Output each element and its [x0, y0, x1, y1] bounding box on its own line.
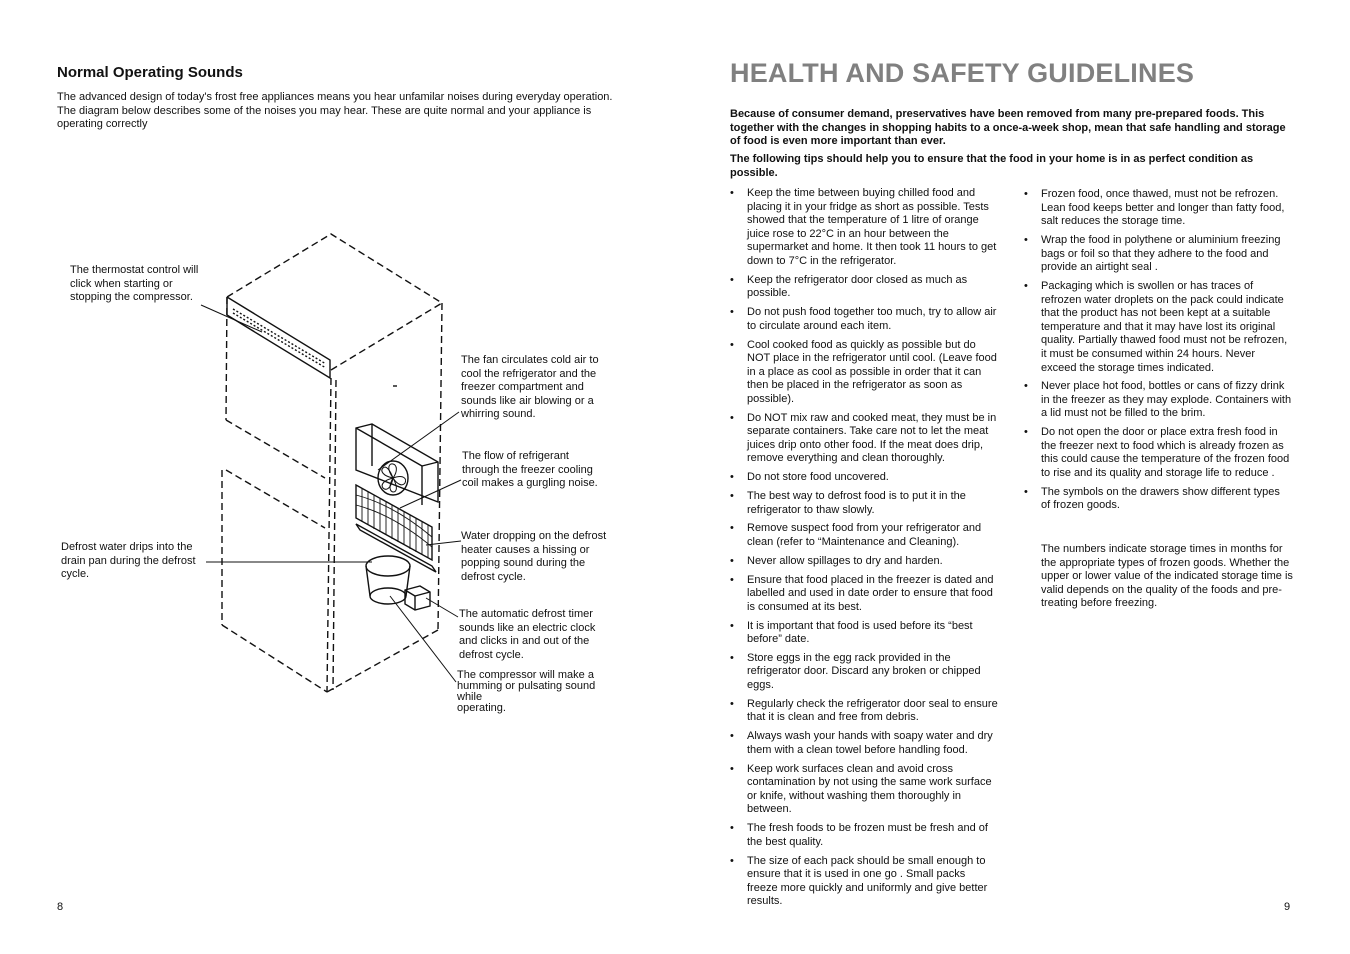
bullet-icon: •	[730, 651, 734, 664]
list-item-text: Remove suspect food from your refrigerator and clean (refer to “Maintenance and Cleaning).	[747, 522, 982, 548]
list-item	[730, 763, 998, 817]
list-item-text: The size of each pack should be small enough to ensure that it is used in one go . Small packs freeze more quickly and uniformly and give better results.	[747, 854, 988, 908]
right-page-title: HEALTH AND SAFETY GUIDELINES	[730, 58, 1195, 88]
storage-times-note: The numbers indicate storage times in months for the appropriate types of frozen goods. Whether the upper or lower value of the indicated storage time is valid depends on the quality of the foods and pre-treating before freezing.	[1041, 543, 1293, 610]
bullet-icon: •	[730, 554, 734, 567]
callout-defrost-timer: The automatic defrost timer sounds like an electric clock and clicks in and out of the defrost cycle.	[459, 608, 596, 661]
list-item	[730, 274, 998, 301]
bullet-icon: •	[730, 306, 734, 319]
list-item-text: Frozen food, once thawed, must not be refrozen. Lean food keeps better and longer than fatty food, salt reduces the storage time.	[1041, 188, 1285, 228]
list-item	[730, 620, 998, 647]
callout-thermostat: The thermostat control will click when starting or stopping the compressor.	[70, 264, 199, 304]
callout-defrost-water: Defrost water drips into the drain pan during the defrost cycle.	[61, 541, 196, 581]
list-item	[1024, 486, 1292, 513]
list-item-text: Keep the refrigerator door closed as much as possible.	[747, 273, 968, 300]
list-item	[730, 471, 998, 485]
list-item-text: Keep the time between buying chilled food and placing it in your fridge as short as possible. Tests showed that the temperature of 1 litre of orange juice rose to 22°C in an hour between the supermarket and home. It then took 11 hours to get down to 7°C in the refrigerator.	[747, 187, 997, 267]
page-number-right: 9	[1284, 901, 1291, 913]
list-item-text: Wrap the food in polythene or aluminium freezing bags or foil so that they adhere to the food and provide an airtight seal .	[1041, 233, 1281, 274]
bullet-icon: •	[730, 471, 734, 484]
list-item-text: It is important that food is used before its “best before” date.	[747, 619, 973, 646]
list-item-text: Do not push food together too much, try to allow air to circulate around each item.	[747, 306, 997, 332]
list-item	[730, 855, 998, 909]
list-item-text: Regularly check the refrigerator door seal to ensure that it is clean and free from debris.	[747, 697, 998, 724]
bullet-icon: •	[730, 273, 734, 286]
bullet-icon: •	[1024, 380, 1028, 393]
list-item	[730, 822, 998, 849]
bullet-icon: •	[730, 762, 734, 775]
list-item-text: Always wash your hands with soapy water and dry them with a clean towel before handling food.	[747, 730, 993, 756]
list-item-text: Never allow spillages to dry and harden.	[747, 554, 943, 567]
list-item	[730, 522, 998, 549]
list-item-text: Do not store food uncovered.	[747, 471, 889, 484]
list-item	[730, 412, 998, 466]
bullet-icon: •	[730, 573, 734, 586]
bullet-icon: •	[730, 187, 734, 199]
bullet-icon: •	[1024, 188, 1028, 200]
list-item-text: Do not open the door or place extra fresh food in the freezer next to food which is already frozen as this could cause the temperature of the frozen food to rise and its quality and storage life to reduce .	[1041, 426, 1290, 480]
bullet-icon: •	[730, 490, 734, 502]
bullet-icon: •	[730, 697, 734, 710]
bullet-icon: •	[730, 730, 734, 743]
list-item-text: The symbols on the drawers show different types of frozen goods.	[1041, 485, 1280, 512]
bullet-icon: •	[730, 822, 734, 835]
intro-paragraph-1: Because of consumer demand, preservatives have been removed from many pre-prepared foods. This together with the changes in shopping habits to a once-a-week shop, mean that safe handling and storage of food is even more important than ever.	[730, 108, 1286, 147]
list-item	[730, 574, 998, 615]
list-item-text: The fresh foods to be frozen must be fresh and of the best quality.	[747, 822, 988, 848]
bullet-icon: •	[730, 854, 734, 867]
callout-fan: The fan circulates cold air to cool the refrigerator and the freezer compartment and sounds like air blowing or a whirring sound.	[461, 354, 599, 421]
list-item-text: The best way to defrost food is to put it in the refrigerator to thaw slowly.	[747, 490, 966, 516]
list-item	[730, 555, 998, 569]
list-item	[730, 339, 998, 407]
page-number-left: 8	[57, 901, 64, 913]
list-item-text: Packaging which is swollen or has traces of refrozen water droplets on the pack could indicate that the product has not been kept at a suitable temperature and that it may have lost its original quality. Partially thawed food must not be refrozen, it must be consumed within 24 hours. Never exceed the storage times indicated.	[1041, 279, 1288, 374]
list-item	[1024, 234, 1292, 275]
list-item	[730, 490, 998, 517]
bullet-icon: •	[1024, 485, 1028, 498]
list-item-text: Keep work surfaces clean and avoid cross contamination by not using the same work surface or knife, without washing them thoroughly in between.	[747, 762, 992, 816]
list-item	[1024, 188, 1292, 229]
list-item-text: Ensure that food placed in the freezer is dated and labelled and used in date order to ensure that food is consumed at its best.	[747, 573, 994, 613]
bullet-icon: •	[730, 619, 734, 632]
callout-refrigerant: The flow of refrigerant through the freezer cooling coil makes a gurgling noise.	[462, 450, 598, 490]
bullet-icon: •	[730, 522, 734, 535]
list-item-text: Do NOT mix raw and cooked meat, they must be in separate containers. Take care not to let the meat juices drip onto other food. If the meat does drip, remove everything and clean thoroughly.	[747, 411, 997, 465]
list-item	[730, 306, 998, 333]
bullet-icon: •	[1024, 279, 1028, 292]
intro-paragraph-2: The following tips should help you to ensure that the food in your home is in as perfect condition as possible.	[730, 153, 1254, 179]
list-item	[1024, 280, 1292, 375]
list-item-text: Never place hot food, bottles or cans of fizzy drink in the freezer as they may explode. Containers with a lid must not be filled to the brim.	[1041, 380, 1292, 420]
bullet-icon: •	[1024, 426, 1028, 439]
callout-water-dropping: Water dropping on the defrost heater causes a hissing or popping sound during the defrost cycle.	[461, 530, 607, 583]
bullet-icon: •	[1024, 233, 1028, 246]
list-item	[1024, 380, 1292, 421]
left-page-title: Normal Operating Sounds	[57, 64, 243, 81]
tips-list-left	[730, 187, 998, 914]
bullet-icon: •	[730, 338, 734, 351]
list-item-text: Cool cooked food as quickly as possible but do NOT place in the refrigerator until cool. (Leave food in a place as cool as possible in order that it can then be placed in the refrigerator as soon as possible).	[747, 338, 997, 405]
list-item	[730, 652, 998, 693]
callout-compressor: The compressor will make a humming or pulsating sound while operating.	[457, 669, 596, 714]
list-item	[730, 698, 998, 725]
list-item	[730, 730, 998, 757]
list-item	[730, 187, 998, 269]
left-page-intro: The advanced design of today's frost free appliances means you hear unfamilar noises during everyday operation. The diagram below describes some of the noises you may hear. These are quite normal and your appliance is operating correctly	[57, 91, 613, 131]
bullet-icon: •	[730, 411, 734, 424]
list-item-text: Store eggs in the egg rack provided in the refrigerator door. Discard any broken or chipped eggs.	[747, 651, 981, 692]
list-item	[1024, 426, 1292, 480]
tips-list-right	[1024, 188, 1292, 518]
